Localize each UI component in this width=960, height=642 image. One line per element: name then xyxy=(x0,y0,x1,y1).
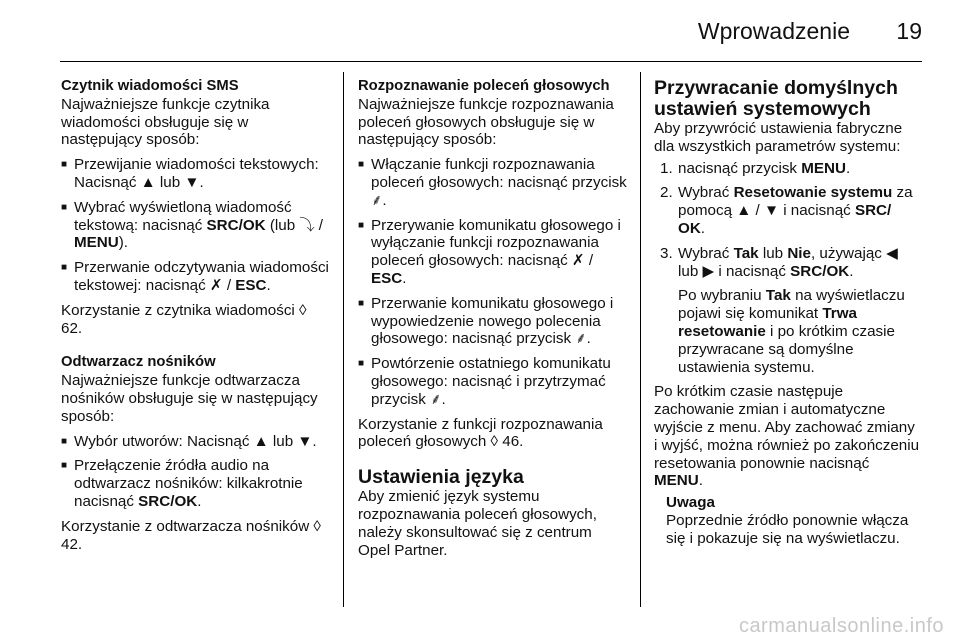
list-item: ■ Powtórzenie ostatniego komunikatu głosowego: nacisnąć i przytrzymać przycisk ⸙. xyxy=(358,355,628,408)
column-divider-2 xyxy=(640,72,641,607)
page-header xyxy=(0,18,922,50)
header-rule xyxy=(60,61,922,62)
list-item: ■ Przewijanie wiadomości tekstowych: Nacisnąć ▲ lub ▼. xyxy=(61,156,329,192)
page-number: 19 xyxy=(896,18,922,44)
reset-defaults-intro: Aby przywrócić ustawienia fabryczne dla wszystkich parametrów systemu: xyxy=(654,120,903,155)
note-box xyxy=(654,494,922,547)
list-item: ■ Przerywanie komunikatu głosowego i wyłączanie funkcji rozpoznawania poleceń głosowych: nacisnąć ✗ / ESC. xyxy=(358,217,628,288)
reset-confirmation-text: Po wybraniu Tak na wyświetlaczu pojawi się komunikat Trwa resetowanie i po krótkim czasie przywracane są domyślne ustawienia systemu. xyxy=(678,287,905,376)
note-text: Poprzednie źródło ponownie włącza się i pokazuje się na wyświetlaczu. xyxy=(666,511,909,547)
watermark: carmanualsonline.info xyxy=(738,615,944,637)
sms-reader-reference: Korzystanie z czytnika wiadomości ◊ 62. xyxy=(61,301,307,337)
list-item: ■ Przełączenie źródła audio na odtwarzacz nośników: kilkakrotnie nacisnąć SRC/OK. xyxy=(61,457,329,510)
language-settings-text: Aby zmienić język systemu rozpoznawania poleceń głosowych, należy skonsultować się z centrum Opel Partner. xyxy=(358,488,597,559)
reset-after-text: Po krótkim czasie następuje zachowanie zmian i automatyczne wyjście z menu. Aby zachować zmiany i wyjść, można również po zakończeniu resetowania ponownie nacisnąć MENU. xyxy=(654,383,920,490)
media-player-reference: Korzystanie z odtwarzacza nośników ◊ 42. xyxy=(61,517,321,553)
voice-recognition-list xyxy=(358,156,628,408)
list-item: 2. Wybrać Resetowanie systemu za pomocą ▲ / ▼ i nacisnąć SRC/ OK. xyxy=(660,184,913,237)
list-item: ■ Przerwanie komunikatu głosowego i wypowiedzenie nowego polecenia głosowego: nacisnąć przycisk ⸙. xyxy=(358,295,628,348)
reset-defaults-heading: Przywracanie domyślnych ustawień systemowych xyxy=(654,77,898,120)
media-player-list xyxy=(61,433,329,511)
column-3 xyxy=(654,78,922,548)
sms-reader-list xyxy=(61,156,329,295)
page-title: Wprowadzenie xyxy=(697,18,850,44)
language-settings-heading: Ustawienia języka xyxy=(358,466,524,489)
column-1 xyxy=(61,78,329,553)
voice-recognition-reference: Korzystanie z funkcji rozpoznawania poleceń głosowych ◊ 46. xyxy=(358,415,603,451)
list-item: 1. nacisnąć przycisk MENU. xyxy=(660,159,851,177)
list-item: 3. Wybrać Tak lub Nie, używając ◀ lub ▶ i nacisnąć SRC/OK. xyxy=(660,244,898,280)
voice-recognition-heading: Rozpoznawanie poleceń głosowych xyxy=(358,78,610,94)
list-item: ■ Włączanie funkcji rozpoznawania poleceń głosowych: nacisnąć przycisk ⸙. xyxy=(358,156,628,209)
reset-steps-list xyxy=(654,160,922,281)
list-item: ■ Wybór utworów: Nacisnąć ▲ lub ▼. xyxy=(61,433,329,451)
media-player-heading: Odtwarzacz nośników xyxy=(61,354,216,371)
column-2 xyxy=(358,78,628,559)
voice-recognition-intro: Najważniejsze funkcje rozpoznawania poleceń głosowych obsługuje się w następujący sposób: xyxy=(358,95,614,149)
note-title: Uwaga xyxy=(666,494,715,512)
sms-reader-intro: Najważniejsze funkcje czytnika wiadomości obsługuje się w następujący sposób: xyxy=(61,95,270,149)
list-item: ■ Przerwanie odczytywania wiadomości tekstowej: nacisnąć ✗ / ESC. xyxy=(61,259,329,295)
list-item: ■ Wybrać wyświetloną wiadomość tekstową: nacisnąć SRC/OK (lub ⤵ / MENU). xyxy=(61,199,329,252)
sms-reader-heading: Czytnik wiadomości SMS xyxy=(61,78,239,94)
media-player-intro: Najważniejsze funkcje odtwarzacza nośników obsługuje się w następujący sposób: xyxy=(61,372,318,425)
column-divider-1 xyxy=(343,72,344,607)
